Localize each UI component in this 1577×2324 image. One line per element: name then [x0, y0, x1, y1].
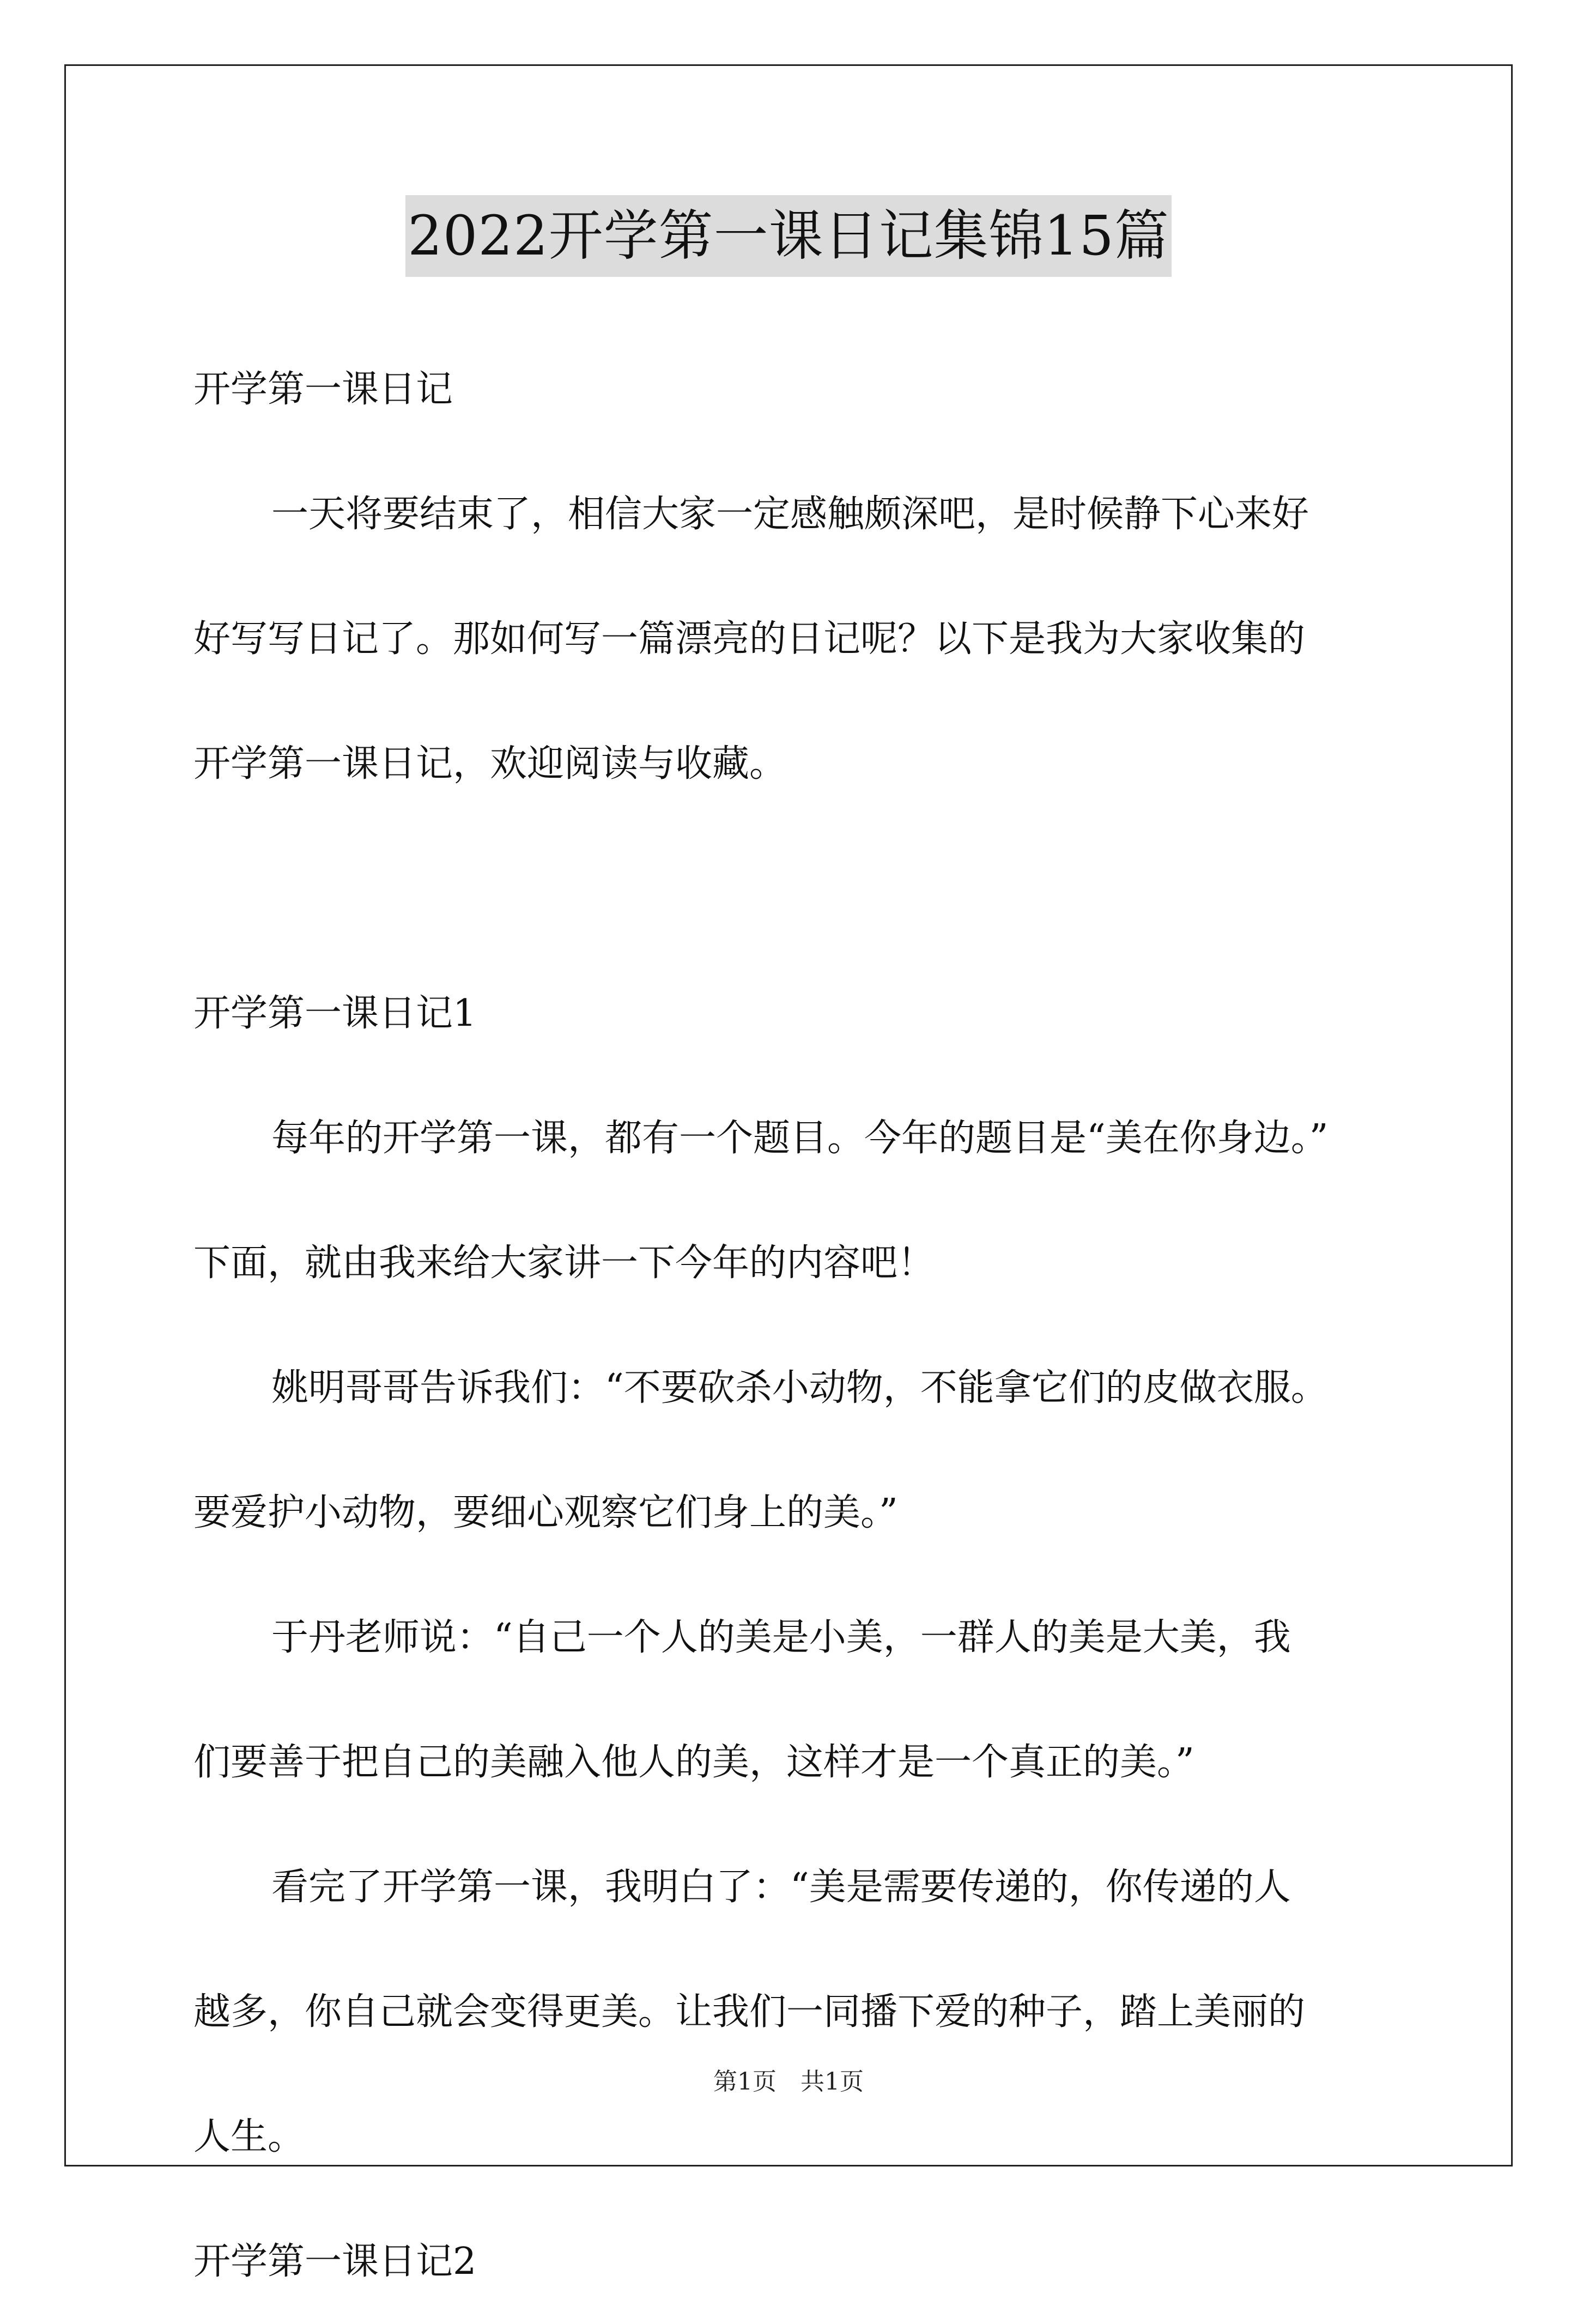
document-body [193, 327, 1392, 2324]
blank-line [193, 826, 1392, 951]
paragraph-line: 于丹老师说：“自己一个人的美是小美，一群人的美是大美，我 [271, 1616, 1291, 1659]
paragraph-line: 越多，你自己就会变得更美。让我们一同播下爱的种子，踏上美丽的 [193, 1990, 1306, 2034]
paragraph-line: 人生。 [193, 2115, 305, 2158]
paragraph-line: 姚明哥哥告诉我们：“不要砍杀小动物，不能拿它们的皮做衣服。 [271, 1366, 1328, 1409]
paragraph-line: 下面，就由我来给大家讲一下今年的内容吧！ [193, 1242, 935, 1285]
paragraph-line: 开学第一课日记，欢迎阅读与收藏。 [193, 742, 787, 785]
paragraph-line: 们要善于把自己的美融入他人的美，这样才是一个真正的美。” [193, 1741, 1194, 1784]
paragraph-line: 每年的开学第一课，都有一个题目。今年的题目是“美在你身边。” [271, 1117, 1329, 1160]
paragraph-line: 看完了开学第一课，我明白了：“美是需要传递的，你传递的人 [271, 1866, 1291, 1909]
title-container [0, 195, 1577, 277]
page-footer: 第1页 共1页 [713, 2068, 864, 2096]
section-heading: 开学第一课日记1 [193, 992, 477, 1035]
paragraph-line: 好写写日记了。那如何写一篇漂亮的日记呢？以下是我为大家收集的 [193, 618, 1306, 661]
paragraph-line: 一天将要结束了，相信大家一定感触颇深吧，是时候静下心来好 [271, 493, 1309, 536]
section-heading: 开学第一课日记 [193, 368, 453, 411]
section-heading: 开学第一课日记2 [193, 2240, 477, 2283]
document-title: 2022开学第一课日记集锦15篇 [405, 195, 1172, 277]
paragraph-line: 要爱护小动物，要细心观察它们身上的美。” [193, 1491, 898, 1534]
